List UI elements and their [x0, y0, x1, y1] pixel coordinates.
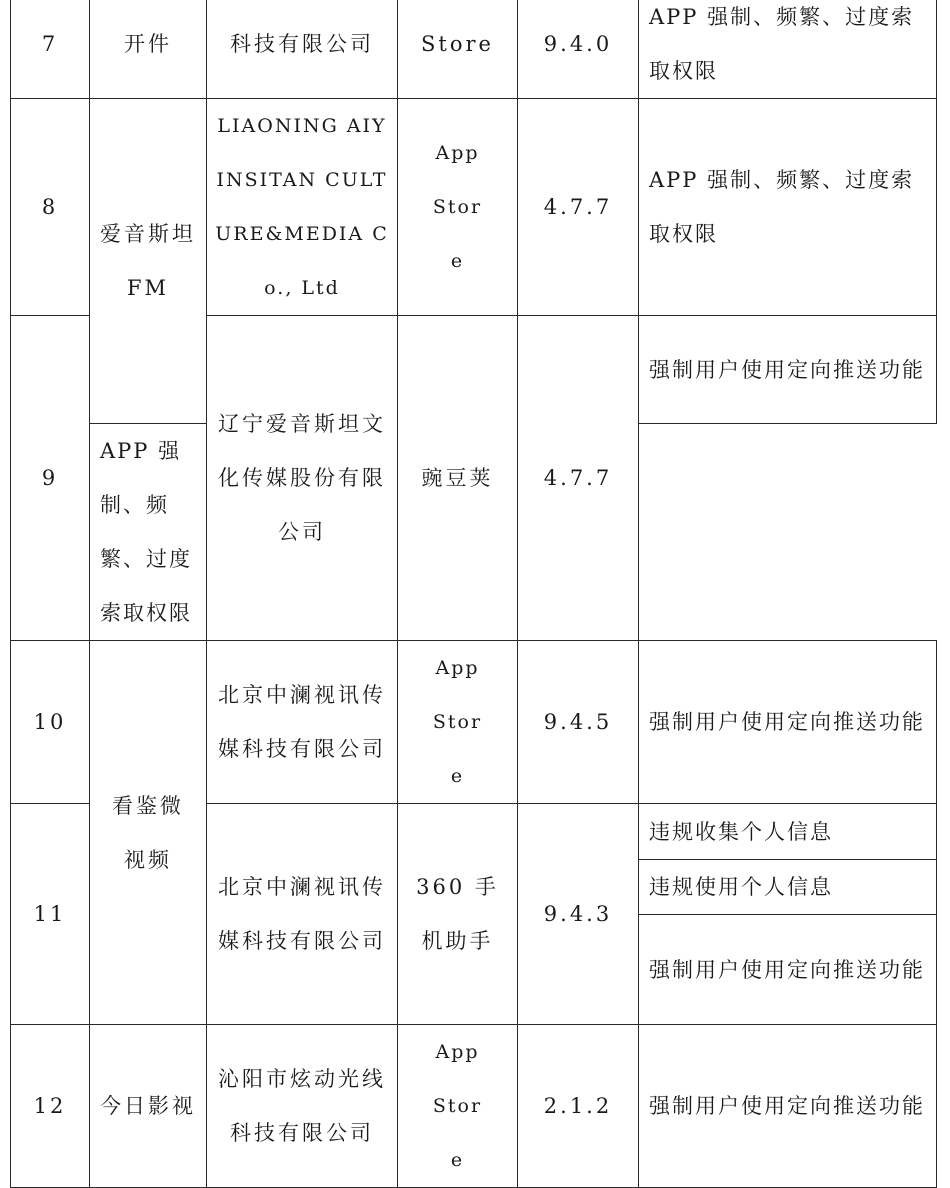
cell-developer: 北京中澜视讯传媒科技有限公司	[207, 804, 398, 1025]
cell-issue: 违规使用个人信息	[639, 860, 937, 915]
cell-issue: APP 强制、频繁、过度索取权限	[639, 0, 937, 99]
cell-version: 2.1.2	[518, 1025, 639, 1188]
cell-no: 8	[11, 99, 90, 316]
cell-developer: 辽宁爱音斯坦文化传媒股份有限公司	[207, 316, 398, 641]
cell-developer: 北京中澜视讯传媒科技有限公司	[207, 641, 398, 804]
cell-store: 360 手机助手	[398, 804, 518, 1025]
cell-store: 豌豆荚	[398, 316, 518, 641]
cell-version: 4.7.7	[518, 99, 639, 316]
cell-issue: APP 强制、频繁、过度索取权限	[90, 424, 207, 641]
cell-no: 10	[11, 641, 90, 804]
cell-store: App Store	[398, 641, 518, 804]
cell-issue: 违规收集个人信息	[639, 804, 937, 860]
cell-issue: 强制用户使用定向推送功能	[639, 316, 937, 424]
cell-developer: 沁阳市炫动光线科技有限公司	[207, 1025, 398, 1188]
cell-issue: 强制用户使用定向推送功能	[639, 1025, 937, 1188]
cell-issue: 强制用户使用定向推送功能	[639, 915, 937, 1025]
cell-store: Store	[398, 0, 518, 99]
cell-issue: APP 强制、频繁、过度索取权限	[639, 99, 937, 316]
table-row	[11, 99, 937, 316]
cell-app: 爱音斯坦 FM	[90, 99, 207, 424]
cell-no: 9	[11, 316, 90, 641]
cell-version: 9.4.0	[518, 0, 639, 99]
cell-developer: LIAONING AIYINSITAN CULTURE&MEDIA Co., Ltd	[207, 99, 398, 316]
cell-version: 4.7.7	[518, 316, 639, 641]
cell-app: 开件	[90, 0, 207, 99]
cell-app: 看鉴微视频	[90, 641, 207, 1025]
cell-version: 9.4.5	[518, 641, 639, 804]
cell-app: 今日影视	[90, 1025, 207, 1188]
table-row	[11, 641, 937, 804]
cell-no: 7	[11, 0, 90, 99]
cell-no: 12	[11, 1025, 90, 1188]
cell-store: App Store	[398, 99, 518, 316]
app-violation-table	[10, 0, 937, 1188]
cell-issue: 强制用户使用定向推送功能	[639, 641, 937, 804]
table-row	[11, 1025, 937, 1188]
table-row	[11, 0, 937, 99]
cell-store: App Store	[398, 1025, 518, 1188]
cell-version: 9.4.3	[518, 804, 639, 1025]
cell-developer: 科技有限公司	[207, 0, 398, 99]
cell-no: 11	[11, 804, 90, 1025]
